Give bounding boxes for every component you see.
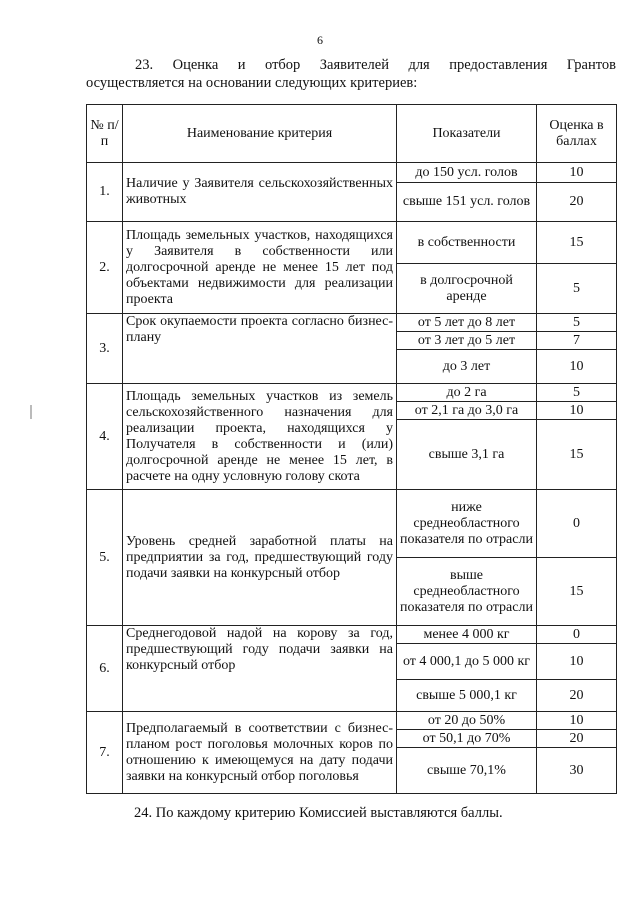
indicator: свыше 151 усл. голов	[397, 183, 537, 222]
indicator: от 20 до 50%	[397, 712, 537, 730]
intro-line-2: осуществляется на основании следующих критериев:	[86, 75, 418, 91]
score: 0	[537, 626, 617, 644]
criterion-text: Предполагаемый в соответствии с бизнес-планом рост поголовья молочных коров по отношению к имеющемуся на дату подачи заявки на конкурсный отбор поголовья	[123, 712, 397, 794]
criterion-text: Площадь земельных участков из земель сельскохозяйственного назначения для реализации проекта, находящихся у Получателя в собственности и (или) долгосрочной аренде не менее 15 лет, в расчете на одну условную голову скота	[123, 384, 397, 490]
header-criterion: Наименование критерия	[123, 105, 397, 163]
score: 7	[537, 332, 617, 350]
table-row	[87, 314, 617, 332]
row-number: 3.	[87, 314, 123, 384]
table-row	[87, 384, 617, 402]
score: 15	[537, 222, 617, 264]
table-row	[87, 712, 617, 730]
row-number: 7.	[87, 712, 123, 794]
indicator: свыше 3,1 га	[397, 420, 537, 490]
indicator: ниже среднеобластного показателя по отрасли	[397, 490, 537, 558]
table-header-row	[87, 105, 617, 163]
score: 10	[537, 163, 617, 183]
table-row	[87, 490, 617, 558]
indicator: от 2,1 га до 3,0 га	[397, 402, 537, 420]
criterion-text: Среднегодовой надой на корову за год, предшествующий году подачи заявки на конкурсный отбор	[123, 626, 397, 712]
criterion-text: Площадь земельных участков, находящихся у Заявителя в собственности или долгосрочной аренде не менее 15 лет под объектами недвижимости для реализации проекта	[123, 222, 397, 314]
score: 20	[537, 730, 617, 748]
score: 15	[537, 420, 617, 490]
header-num: № п/п	[87, 105, 123, 163]
margin-mark	[30, 405, 32, 419]
indicator: от 3 лет до 5 лет	[397, 332, 537, 350]
row-number: 5.	[87, 490, 123, 626]
indicator: свыше 70,1%	[397, 748, 537, 794]
indicator: до 2 га	[397, 384, 537, 402]
table-row	[87, 222, 617, 264]
indicator: до 3 лет	[397, 350, 537, 384]
score: 10	[537, 402, 617, 420]
score: 5	[537, 264, 617, 314]
score: 20	[537, 183, 617, 222]
indicator: выше среднеобластного показателя по отрасли	[397, 558, 537, 626]
score: 10	[537, 712, 617, 730]
indicator: свыше 5 000,1 кг	[397, 680, 537, 712]
table-row	[87, 163, 617, 183]
row-number: 4.	[87, 384, 123, 490]
score: 0	[537, 490, 617, 558]
indicator: в долгосрочной аренде	[397, 264, 537, 314]
score: 30	[537, 748, 617, 794]
header-score: Оценка в баллах	[537, 105, 617, 163]
row-number: 6.	[87, 626, 123, 712]
score: 5	[537, 314, 617, 332]
score: 15	[537, 558, 617, 626]
intro-line-1: 23. Оценка и отбор Заявителей для предоставления Грантов	[135, 57, 616, 73]
indicator: от 4 000,1 до 5 000 кг	[397, 644, 537, 680]
criteria-table	[86, 104, 617, 794]
score: 10	[537, 644, 617, 680]
indicator: в собственности	[397, 222, 537, 264]
table-row	[87, 626, 617, 644]
intro-paragraph	[86, 56, 616, 92]
indicator: менее 4 000 кг	[397, 626, 537, 644]
criterion-text: Срок окупаемости проекта согласно бизнес-плану	[123, 314, 397, 384]
indicator: от 50,1 до 70%	[397, 730, 537, 748]
page-number: 6	[317, 33, 323, 47]
criterion-text: Уровень средней заработной платы на предприятии за год, предшествующий году подачи заявки на конкурсный отбор	[123, 490, 397, 626]
indicator: от 5 лет до 8 лет	[397, 314, 537, 332]
criterion-text: Наличие у Заявителя сельскохозяйственных животных	[123, 163, 397, 222]
row-number: 1.	[87, 163, 123, 222]
score: 10	[537, 350, 617, 384]
score: 20	[537, 680, 617, 712]
row-number: 2.	[87, 222, 123, 314]
header-indicators: Показатели	[397, 105, 537, 163]
score: 5	[537, 384, 617, 402]
outro-paragraph: 24. По каждому критерию Комиссией выставляются баллы.	[134, 805, 503, 821]
indicator: до 150 усл. голов	[397, 163, 537, 183]
